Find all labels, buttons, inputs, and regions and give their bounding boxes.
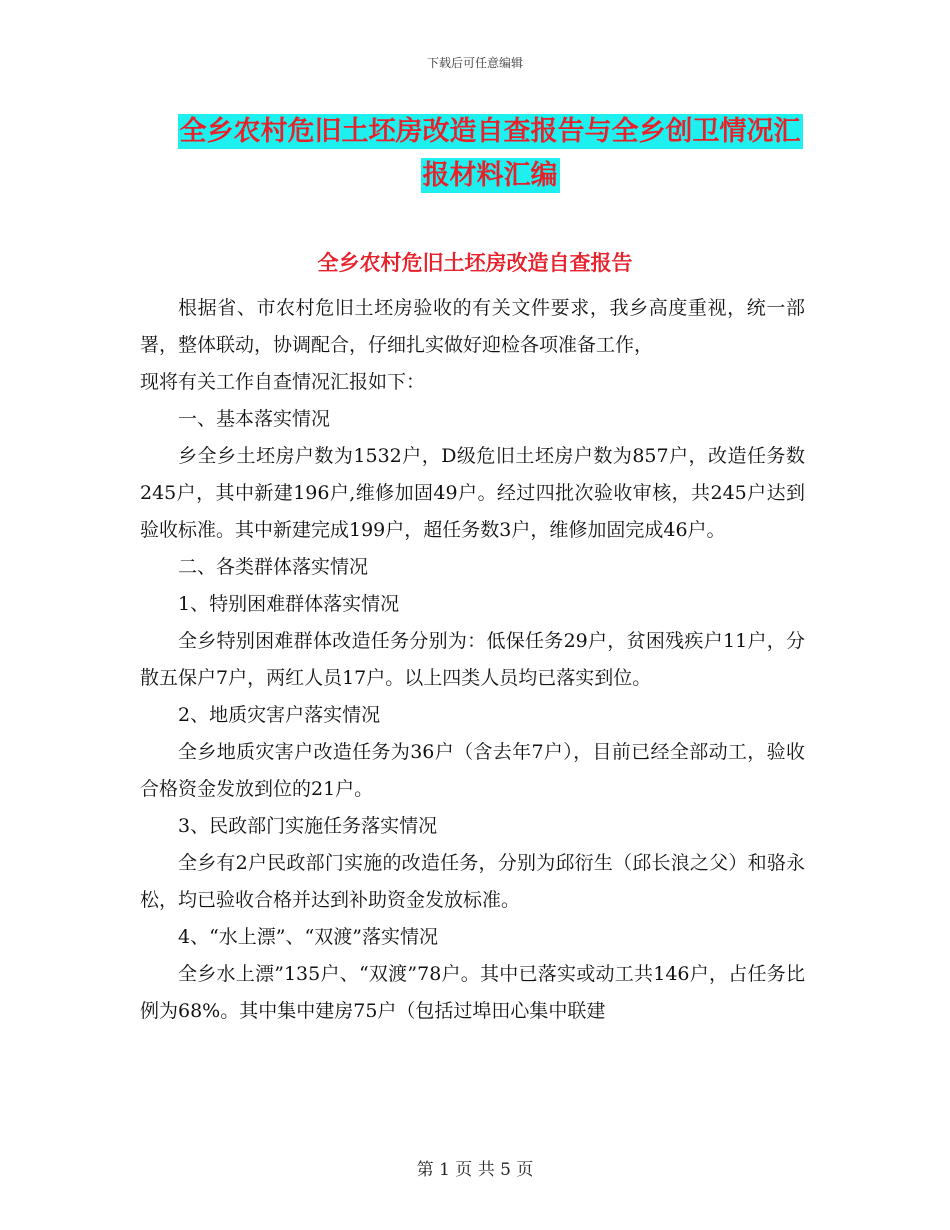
paragraph-water-floating: 全乡水上漂”135户、“双渡”78户。其中已落实或动工共146户，占任务比例为68%。其中集中建房75户（包括过埠田心集中联建 [140, 963, 805, 1022]
heading-water-floating: 4、“水上漂”、“双渡”落实情况 [178, 926, 438, 948]
section-title: 全乡农村危旧土坯房改造自查报告 [317, 251, 633, 275]
paragraph-intro: 根据省、市农村危旧土坯房验收的有关文件要求，我乡高度重视，统一部署，整体联动，协调配合，仔细扎实做好迎检各项准备工作， [140, 297, 805, 356]
page-footer: 第 1 页 共 5 页 [416, 1160, 534, 1180]
document-title-line2: 报材料汇编 [422, 160, 558, 191]
paragraph-special-hardship: 全乡特别困难群体改造任务分别为：低保任务29户，贫困残疾户11户，分散五保户7户，两红人员17户。以上四类人员均已落实到位。 [140, 630, 805, 689]
document-title-line1: 全乡农村危旧土坯房改造自查报告与全乡创卫情况汇 [179, 116, 801, 147]
heading-group-status: 二、各类群体落实情况 [178, 556, 369, 578]
paragraph-civil-affairs: 全乡有2户民政部门实施的改造任务，分别为邱衍生（邱长浪之父）和骆永松，均已验收合格并达到补助资金发放标准。 [140, 852, 805, 911]
heading-civil-affairs: 3、民政部门实施任务落实情况 [178, 815, 438, 837]
paragraph-geological-disaster: 全乡地质灾害户改造任务为36户（含去年7户），目前已经全部动工，验收合格资金发放到位的21户。 [140, 741, 805, 800]
document-title [140, 110, 840, 198]
header-note: 下载后可任意编辑 [426, 56, 523, 70]
heading-basic-status: 一、基本落实情况 [178, 408, 331, 430]
document-body [140, 290, 805, 1030]
paragraph-intro-cont: 现将有关工作自查情况汇报如下： [140, 371, 426, 393]
paragraph-basic-status: 乡全乡土坯房户数为1532户，D级危旧土坯房户数为857户，改造任务数245户，其中新建196户,维修加固49户。经过四批次验收审核，共245户达到验收标准。其中新建完成199户，超任务数3户，维修加固完成46户。 [140, 445, 805, 541]
heading-special-hardship: 1、特别困难群体落实情况 [178, 593, 400, 615]
heading-geological-disaster: 2、地质灾害户落实情况 [178, 704, 381, 726]
